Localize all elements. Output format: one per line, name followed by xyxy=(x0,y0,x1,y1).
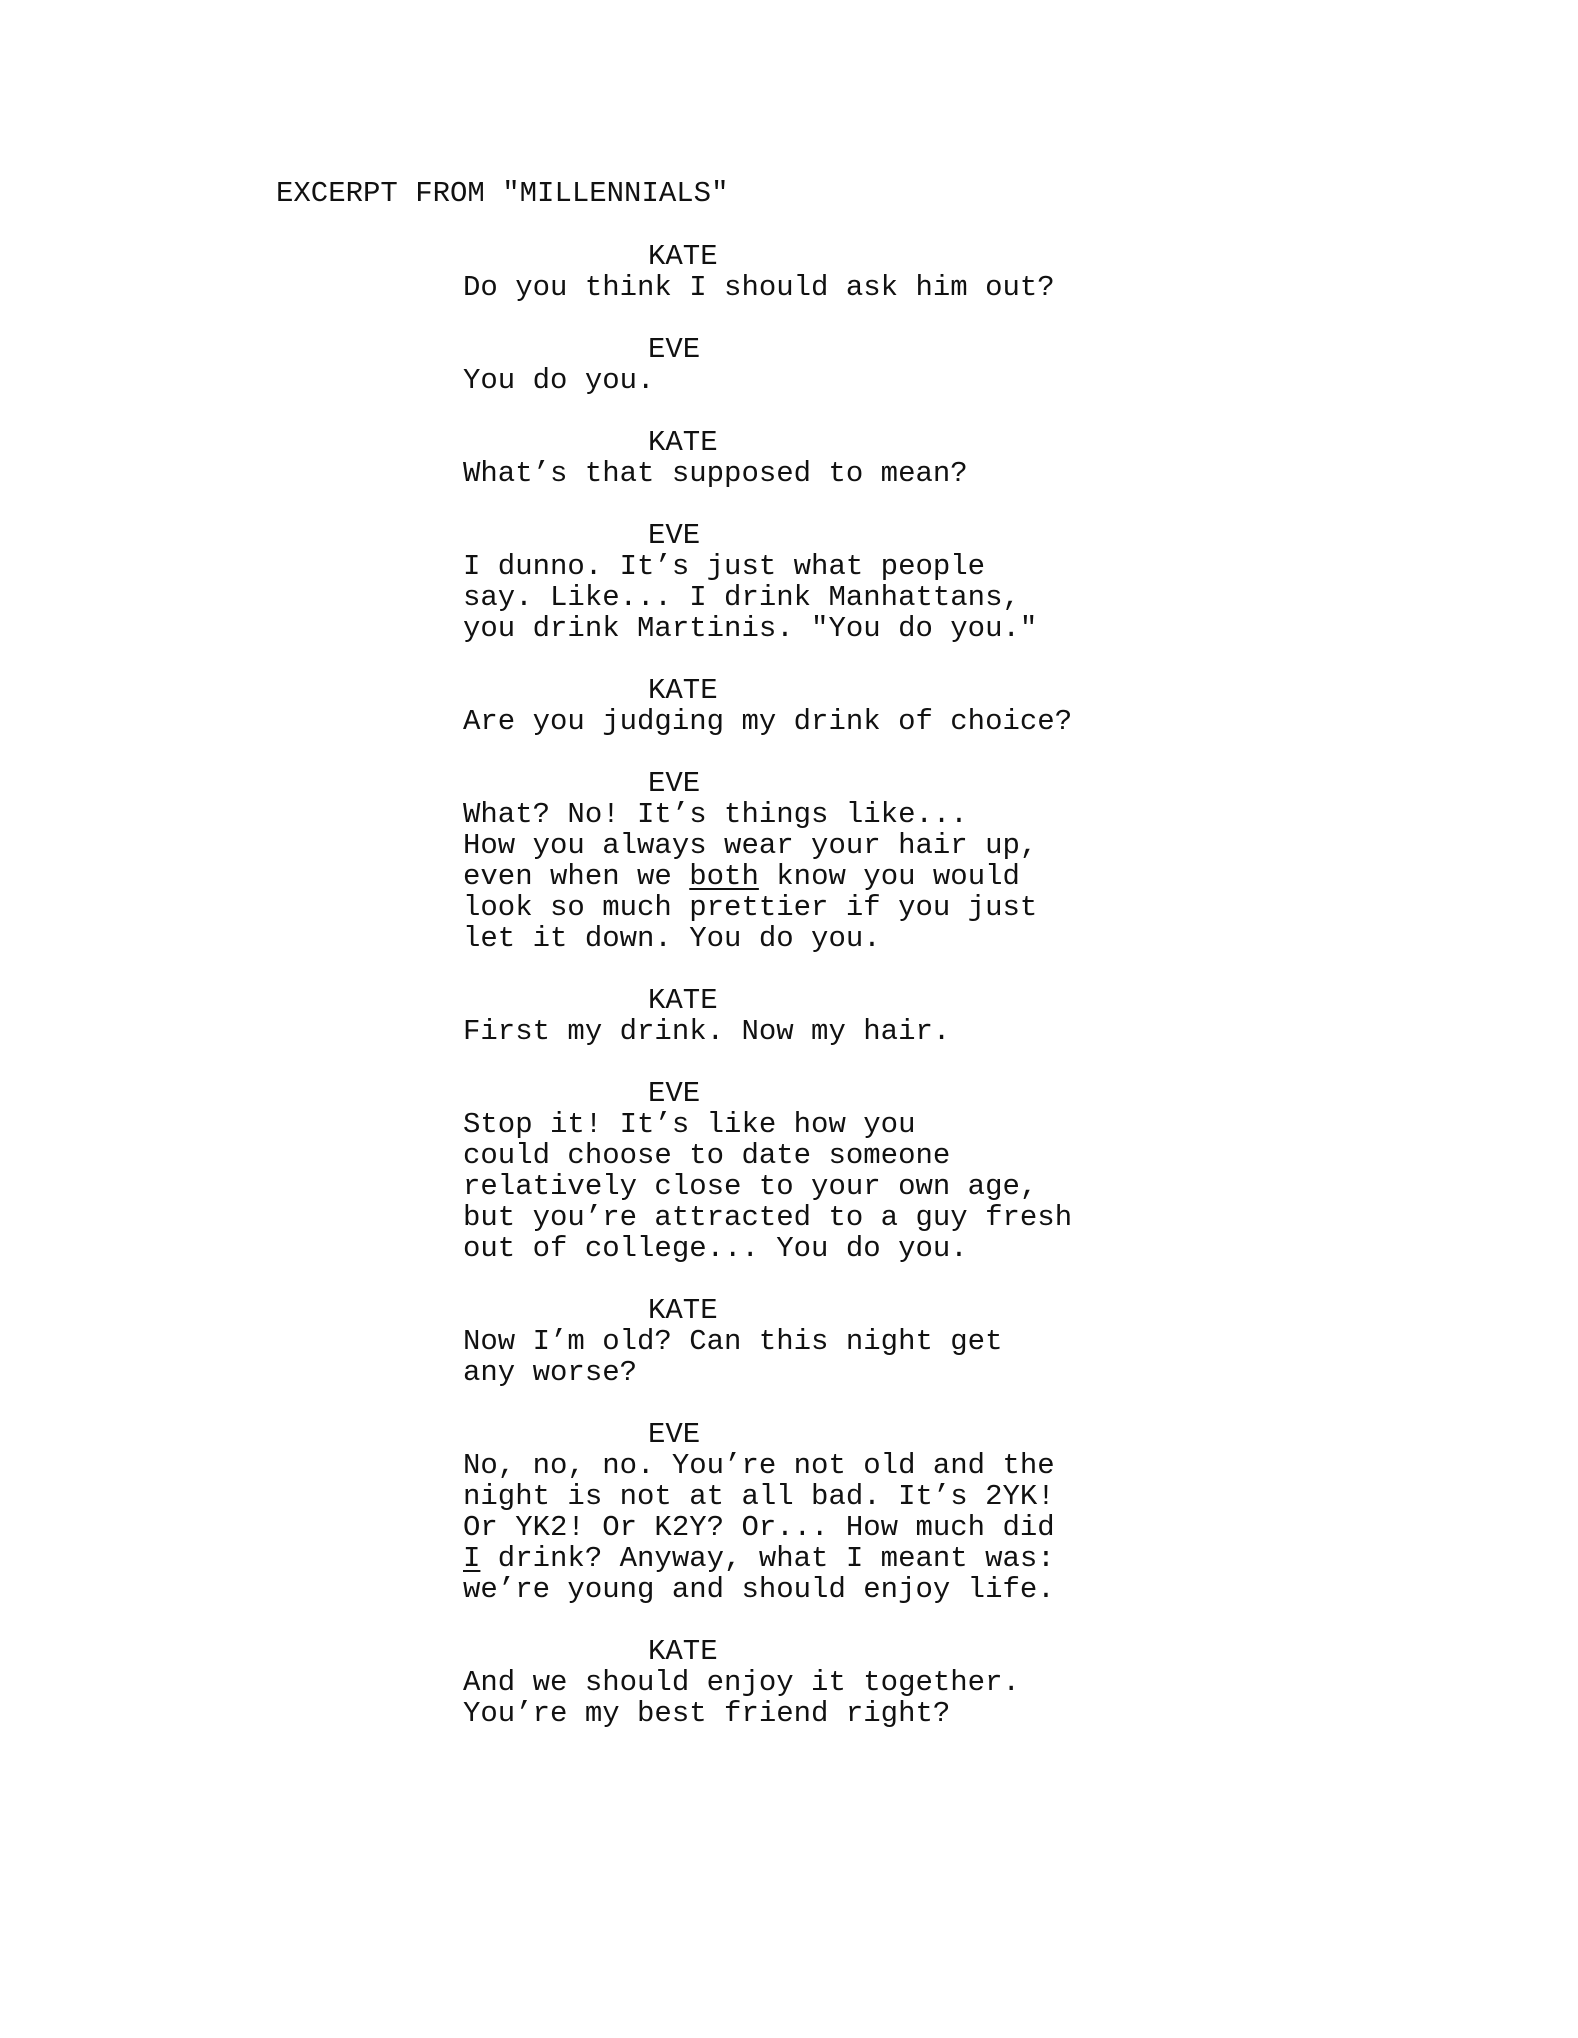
line-text: know you would xyxy=(758,860,1020,893)
line-text: And we should enjoy it together. xyxy=(463,1666,1020,1699)
character-name: KATE xyxy=(648,674,718,707)
line-text: No, no, no. You’re not old and the xyxy=(463,1449,1055,1482)
dialogue-block xyxy=(463,1295,1363,1388)
dialogue-line xyxy=(463,551,1363,582)
line-text: You’re my best friend right? xyxy=(463,1697,951,1730)
dialogue-line xyxy=(463,706,1363,737)
dialogue-line xyxy=(463,272,1363,303)
dialogue-line xyxy=(463,799,1363,830)
dialogue-line xyxy=(463,1171,1363,1202)
line-text: let it down. You do you. xyxy=(463,922,881,955)
line-text: Stop it! It’s like how you xyxy=(463,1108,916,1141)
dialogue-block xyxy=(463,334,1363,396)
dialogue-block xyxy=(463,768,1363,954)
dialogue-container xyxy=(463,241,1363,1760)
line-text: Now I’m old? Can this night get xyxy=(463,1325,1003,1358)
dialogue-line xyxy=(463,1667,1363,1698)
dialogue-line xyxy=(463,458,1363,489)
dialogue-line xyxy=(463,1326,1363,1357)
line-text: Do you think I should ask him out? xyxy=(463,271,1055,304)
line-text: Or YK2! Or K2Y? Or... How much did xyxy=(463,1511,1055,1544)
character-name: KATE xyxy=(648,1635,718,1668)
line-text: say. Like... I drink Manhattans, xyxy=(463,581,1020,614)
dialogue-line xyxy=(463,1543,1363,1574)
character-name: EVE xyxy=(648,767,701,800)
character-name: KATE xyxy=(648,240,718,273)
line-text: night is not at all bad. It’s 2YK! xyxy=(463,1480,1055,1513)
character-name: EVE xyxy=(648,1418,701,1451)
line-text: could choose to date someone xyxy=(463,1139,951,1172)
line-text: relatively close to your own age, xyxy=(463,1170,1038,1203)
dialogue-line xyxy=(463,613,1363,644)
character-name: KATE xyxy=(648,984,718,1017)
dialogue-block xyxy=(463,1636,1363,1729)
dialogue-line xyxy=(463,1140,1363,1171)
line-text: You do you. xyxy=(463,364,655,397)
dialogue-line xyxy=(463,1450,1363,1481)
character-name: KATE xyxy=(648,1294,718,1327)
page-title: EXCERPT FROM "MILLENNIALS" xyxy=(276,177,729,210)
underlined-text: I xyxy=(463,1542,481,1575)
dialogue-block xyxy=(463,520,1363,644)
character-name: KATE xyxy=(648,426,718,459)
dialogue-line xyxy=(463,1481,1363,1512)
underlined-text: both xyxy=(689,860,759,893)
dialogue-block xyxy=(463,675,1363,737)
dialogue-line xyxy=(463,1233,1363,1264)
dialogue-line xyxy=(463,892,1363,923)
dialogue-line xyxy=(463,1512,1363,1543)
line-text: Are you judging my drink of choice? xyxy=(463,705,1073,738)
line-text: any worse? xyxy=(463,1356,638,1389)
line-text: What? No! It’s things like... xyxy=(463,798,968,831)
line-text: First my drink. Now my hair. xyxy=(463,1015,951,1048)
dialogue-block xyxy=(463,1078,1363,1264)
dialogue-block xyxy=(463,1419,1363,1605)
dialogue-line xyxy=(463,1357,1363,1388)
dialogue-line xyxy=(463,1202,1363,1233)
dialogue-line xyxy=(463,1109,1363,1140)
dialogue-line xyxy=(463,582,1363,613)
character-name: EVE xyxy=(648,519,701,552)
dialogue-line xyxy=(463,1574,1363,1605)
dialogue-block xyxy=(463,427,1363,489)
dialogue-line xyxy=(463,830,1363,861)
line-text: How you always wear your hair up, xyxy=(463,829,1038,862)
character-name: EVE xyxy=(648,333,701,366)
line-text: but you’re attracted to a guy fresh xyxy=(463,1201,1073,1234)
dialogue-line xyxy=(463,365,1363,396)
line-text: drink? Anyway, what I meant was: xyxy=(480,1542,1055,1575)
dialogue-block xyxy=(463,241,1363,303)
dialogue-line xyxy=(463,1698,1363,1729)
dialogue-line xyxy=(463,1016,1363,1047)
line-text: look so much prettier if you just xyxy=(463,891,1038,924)
line-text: you drink Martinis. "You do you." xyxy=(463,612,1038,645)
line-text: we’re young and should enjoy life. xyxy=(463,1573,1055,1606)
line-text: even when we xyxy=(463,860,690,893)
line-text: I dunno. It’s just what people xyxy=(463,550,986,583)
dialogue-line xyxy=(463,923,1363,954)
line-text: What’s that supposed to mean? xyxy=(463,457,968,490)
dialogue-block xyxy=(463,985,1363,1047)
character-name: EVE xyxy=(648,1077,701,1110)
line-text: out of college... You do you. xyxy=(463,1232,968,1265)
dialogue-line xyxy=(463,861,1363,892)
